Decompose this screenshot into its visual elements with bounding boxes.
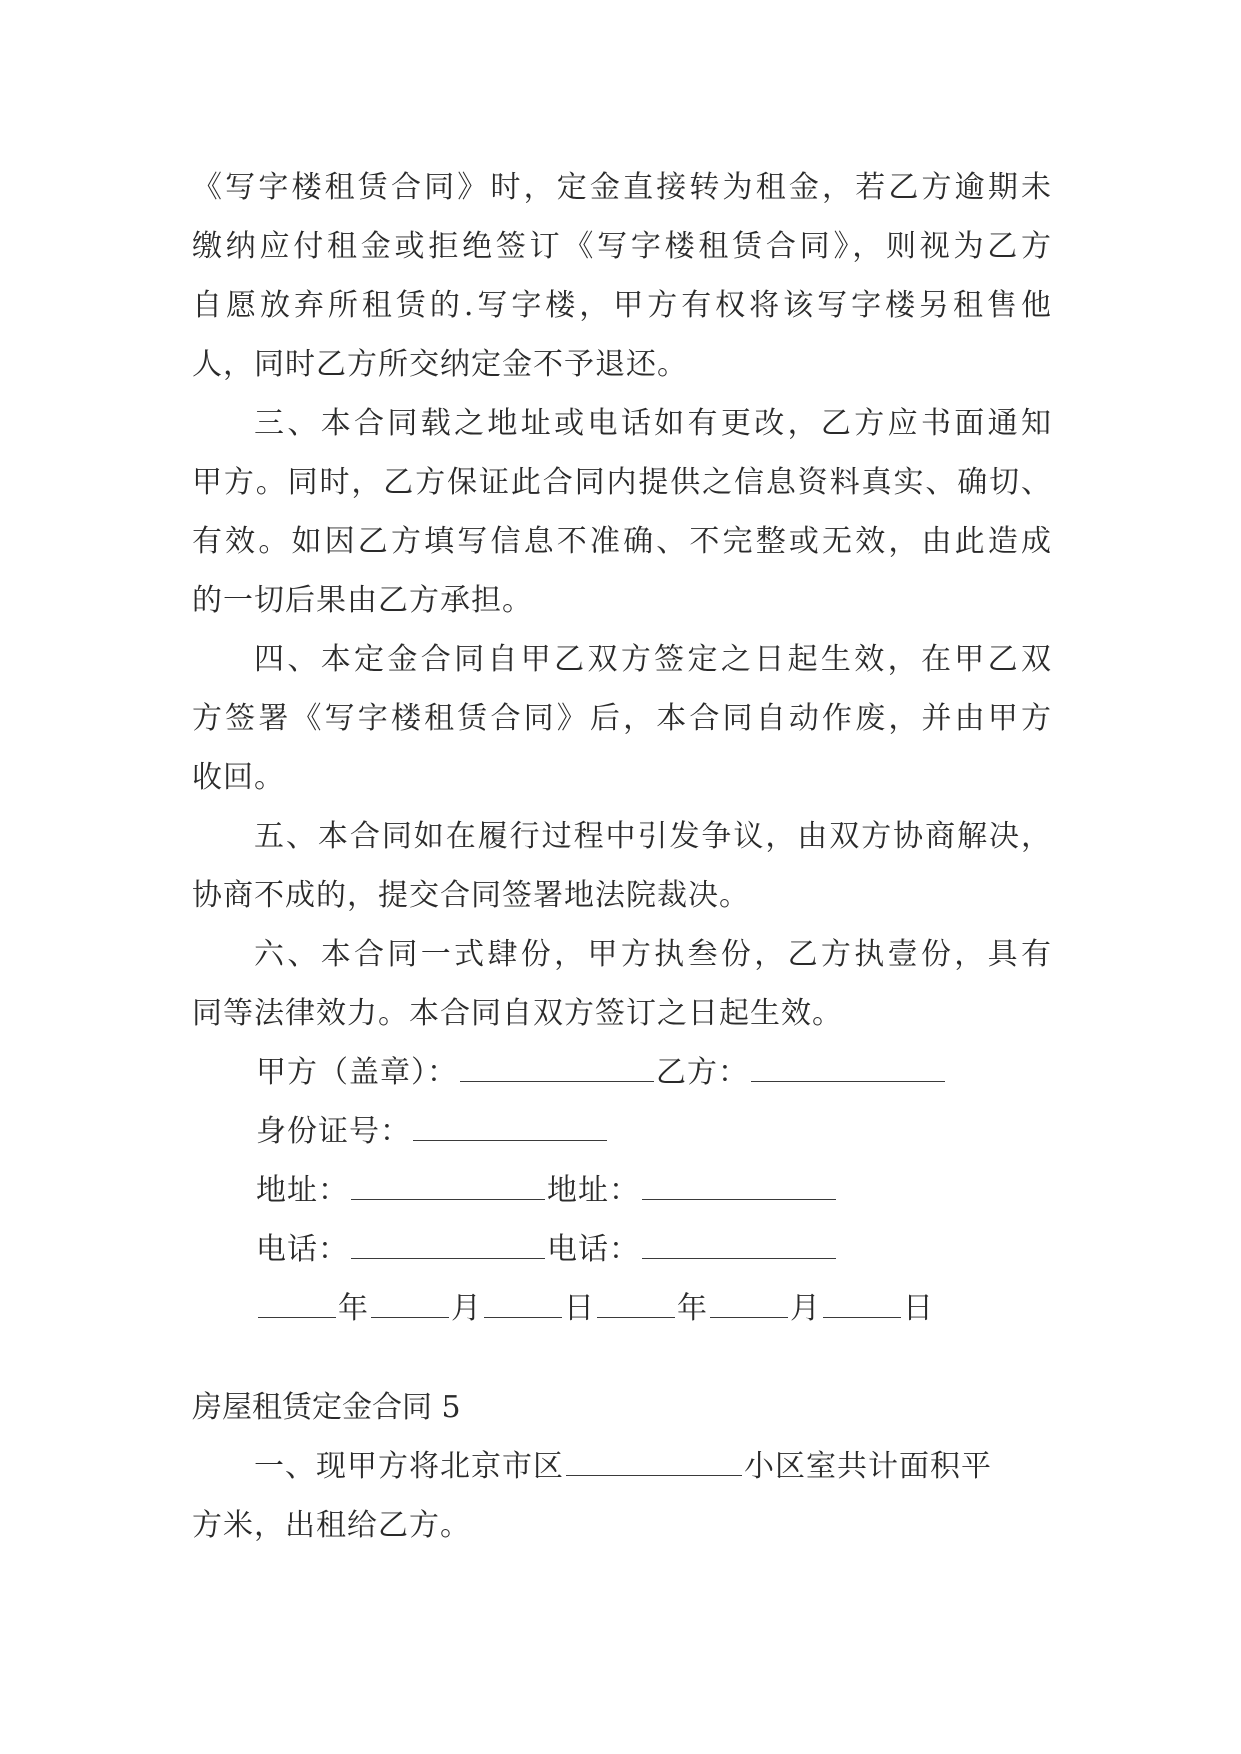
signature-address-row [192, 1161, 1052, 1220]
phone-label-b: 电话： [547, 1232, 640, 1267]
text-line: 缴纳应付租金或拒绝签订《写字楼租赁合同》，则视为乙方 [192, 229, 1052, 264]
clause-3-line: 三、本合同载之地址或电话如有更改，乙方应书面通知 [254, 406, 1052, 441]
clause-3-line: 有效。如因乙方填写信息不准确、不完整或无效，由此造成 [192, 524, 1052, 559]
month-a-blank[interactable] [371, 1293, 449, 1318]
year-label: 年 [338, 1291, 369, 1326]
month-label: 月 [451, 1291, 482, 1326]
party-a-blank[interactable] [460, 1057, 654, 1082]
year-a-blank[interactable] [258, 1293, 336, 1318]
section-title: 房屋租赁定金合同 5 [192, 1390, 461, 1425]
next-clause-1-after: 小区室共计面积平 [744, 1449, 992, 1484]
month-b-blank[interactable] [710, 1293, 788, 1318]
day-a-blank[interactable] [484, 1293, 562, 1318]
day-label: 日 [903, 1291, 934, 1326]
signature-party-row [192, 1043, 1052, 1102]
party-b-blank[interactable] [751, 1057, 945, 1082]
district-blank[interactable] [566, 1451, 742, 1476]
next-clause-1-line: 方米，出租给乙方。 [192, 1508, 471, 1543]
clause-3-line: 甲方。同时，乙方保证此合同内提供之信息资料真实、确切、 [192, 465, 1052, 500]
year-b-blank[interactable] [597, 1293, 675, 1318]
party-b-label: 乙方： [656, 1055, 749, 1090]
month-label: 月 [790, 1291, 821, 1326]
clause-3-line: 的一切后果由乙方承担。 [192, 583, 533, 618]
contract-page [192, 158, 1052, 1555]
address-a-blank[interactable] [351, 1175, 545, 1200]
party-a-label: 甲方（盖章）： [256, 1055, 458, 1090]
phone-label-a: 电话： [256, 1232, 349, 1267]
section-gap [192, 1338, 1052, 1378]
signature-phone-row [192, 1220, 1052, 1279]
address-b-blank[interactable] [642, 1175, 836, 1200]
clause-5-line: 协商不成的，提交合同签署地法院裁决。 [192, 878, 750, 913]
year-label: 年 [677, 1291, 708, 1326]
clause-6-line: 六、本合同一式肆份，甲方执叁份，乙方执壹份，具有 [254, 937, 1052, 972]
next-clause-1-before: 一、现甲方将北京市区 [254, 1449, 564, 1484]
text-line: 人，同时乙方所交纳定金不予退还。 [192, 347, 688, 382]
phone-a-blank[interactable] [351, 1234, 545, 1259]
address-label-b: 地址： [547, 1173, 640, 1208]
id-blank[interactable] [413, 1116, 607, 1141]
address-label-a: 地址： [256, 1173, 349, 1208]
phone-b-blank[interactable] [642, 1234, 836, 1259]
next-clause-1-line [192, 1437, 1052, 1496]
clause-4-line: 方签署《写字楼租赁合同》后，本合同自动作废，并由甲方 [192, 701, 1052, 736]
clause-4-line: 四、本定金合同自甲乙双方签定之日起生效，在甲乙双 [254, 642, 1052, 677]
id-label: 身份证号： [256, 1114, 411, 1149]
signature-id-row [192, 1102, 1052, 1161]
text-line: 自愿放弃所租赁的.写字楼，甲方有权将该写字楼另租售他 [192, 288, 1052, 323]
text-line: 《写字楼租赁合同》时，定金直接转为租金，若乙方逾期未 [192, 170, 1052, 205]
clause-4-line: 收回。 [192, 760, 285, 795]
clause-6-line: 同等法律效力。本合同自双方签订之日起生效。 [192, 996, 843, 1031]
signature-date-row [192, 1279, 1052, 1338]
day-label: 日 [564, 1291, 595, 1326]
day-b-blank[interactable] [823, 1293, 901, 1318]
clause-5-line: 五、本合同如在履行过程中引发争议，由双方协商解决， [254, 819, 1052, 854]
